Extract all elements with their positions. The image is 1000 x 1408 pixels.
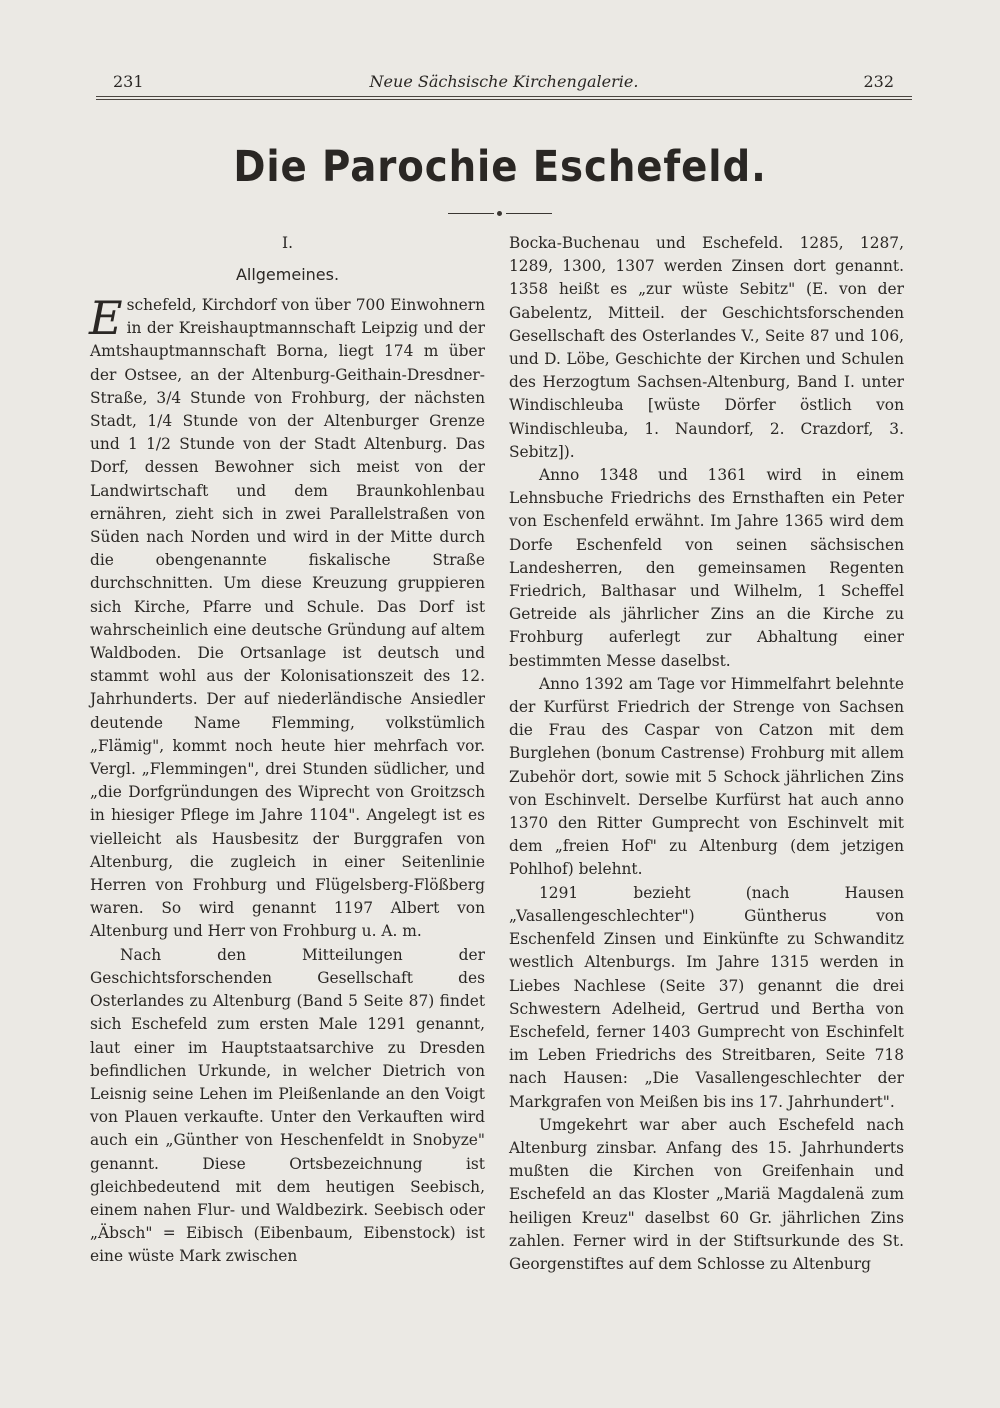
page-title: Die Parochie Eschefeld.	[233, 142, 767, 192]
running-header	[108, 72, 900, 96]
paragraph-anno-1392: Anno 1392 am Tage vor Himmelfahrt belehnte der Kurfürst Friedrich der Strenge von Sachsen die Frau des Caspar von Catzon mit dem Burglehen (bonum Castrense) Frohburg mit allem Zubehör dort, sowie mit 5 Schock jährlichen Zins von Eschinvelt. Derselbe Kurfürst hat auch anno 1370 den Ritter Gumprecht von Eschinvelt mit dem „freien Hof" zu Altenburg (dem jetzigen Pohlhof) belehnt.	[509, 674, 904, 879]
ornament-line-left	[448, 213, 494, 214]
paragraph-intro	[89, 291, 485, 944]
ornament-line-right	[506, 213, 552, 214]
paragraph-umgekehrt: Umgekehrt war aber auch Eschefeld nach Altenburg zinsbar. Anfang des 15. Jahrhunderts mußten die Kirchen von Greifenhain und Eschefeld an das Kloster „Mariä Magdalenä zum heiligen Kreuz" daselbst 60 Gr. jährlichen Zins zahlen. Ferner wird in der Stiftsurkunde des St. Georgenstiftes auf dem Schlosse zu Altenburg	[509, 1115, 904, 1273]
paragraph-1291: 1291 bezieht (nach Hausen „Vasallengeschlechter") Güntherus von Eschenfeld Zinsen und Einkünfte zu Schwanditz westlich Altenburgs. Im Jahre 1315 werden in Liebes Nachlese (Seite 37) genannt die drei Schwestern Adelheid, Gertrud und Bertha von Eschefeld, ferner 1403 Gumprecht von Eschinfelt im Leben Friedrichs des Streitbaren, Seite 718 nach Hausen: „Die Vasallengeschlechter der Markgrafen von Meißen bis ins 17. Jahrhundert".	[509, 883, 904, 1111]
title-ornament	[448, 212, 552, 216]
page-number-left: 231	[113, 72, 144, 91]
paragraph-anno-1348: Anno 1348 und 1361 wird in einem Lehnsbuche Friedrichs des Ernsthaften ein Peter von Eschenfeld erwähnt. Im Jahre 1365 wird dem Dorfe Eschenfeld von seinen sächsischen Landesherren, den gemeinsamen Regenten Friedrich, Balthasar und Wilhelm, 1 Scheffel Getreide als jährlicher Zins an die Kirche zu Frohburg auferlegt zur Abhaltung einer bestimmten Messe daselbst.	[509, 466, 904, 670]
section-heading: Allgemeines.	[235, 265, 340, 284]
running-title: Neue Sächsische Kirchengalerie.	[369, 72, 639, 91]
paragraph-intro-text: schefeld, Kirchdorf von über 700 Einwohnern in der Kreishauptmannschaft Leipzig und der Amtshauptmannschaft Borna, liegt 174 m über der Ostsee, an der Altenburg-Geithain-Dresdner-Straße, 3/4 Stunde von Frohburg, der nächsten Stadt, 1/4 Stunde von der Altenburger Grenze und 1 1/2 Stunde von der Stadt Altenburg. Das Dorf, dessen Bewohner sich meist von der Landwirtschaft und dem Braunkohlenbau ernähren, zieht sich in zwei Parallelstraßen von Süden nach Norden und wird in der Mitte durch die obengenannte fiskalische Straße durchschnitten. Um diese Kreuzung gruppieren sich Kirche, Pfarre und Schule. Das Dorf ist wahrscheinlich eine deutsche Gründung auf altem Waldboden. Die Ortsanlage ist deutsch und stammt wohl aus der Kolonisationszeit des 12. Jahrhunderts. Der auf niederländische Ansiedler deutende Name Flemming, volkstümlich „Flämig", kommt noch heute hier mehrfach vor. Vergl. „Flemmingen", drei Stunden südlicher, und „die Dorfgründungen des Wiprecht von Groitzsch in hiesiger Pflege im Jahre 1104". Angelegt ist es vielleicht als Hausbesitz der Burggrafen von Altenburg, die zugleich in einer Seitenlinie Herren von Frohburg und Flügelsberg-Flößberg waren. So wird genannt 1197 Albert von Altenburg und Herr von Frohburg u. A. m.	[90, 296, 485, 941]
page-number-right: 232	[863, 72, 894, 91]
drop-cap: E	[89, 291, 123, 345]
section-number: I.	[282, 234, 293, 252]
ornament-dot	[497, 211, 502, 216]
paragraph-mitteilungen: Nach den Mitteilungen der Geschichtsforschenden Gesellschaft des Osterlandes zu Altenburg (Band 5 Seite 87) findet sich Eschefeld zum ersten Male 1291 genannt, laut einer im Hauptstaatsarchive zu Dresden befindlichen Urkunde, in welcher Dietrich von Leisnig seine Lehen im Pleißenlande an den Voigt von Plauen verkaufte. Unter den Verkauften wird auch ein „Günther von Heschenfeldt in Snobyze" genannt. Diese Ortsbezeichnung ist gleichbedeutend mit dem heutigen Seebisch, einem nahen Flur- und Waldbezirk. Seebisch oder „Äbsch" = Eibisch (Eibenbaum, Eibenstock) ist eine wüste Mark zwischen	[90, 945, 485, 1266]
header-rule	[96, 96, 912, 100]
paragraph-continued: Bocka-Buchenau und Eschefeld. 1285, 1287, 1289, 1300, 1307 werden Zinsen dort genannt. 1358 heißt es „zur wüste Sebitz" (E. von der Gabelentz, Mitteil. der Geschichtsforschenden Gesellschaft des Osterlandes V., Seite 87 und 106, und D. Löbe, Geschichte der Kirchen und Schulen des Herzogtum Sachsen-Altenburg, Band I. unter Windischleuba [wüste Dörfer östlich von Windischleuba, 1. Naundorf, 2. Crazdorf, 3. Sebitz]).	[509, 234, 904, 461]
left-column	[90, 232, 485, 1269]
right-column	[509, 232, 904, 1276]
